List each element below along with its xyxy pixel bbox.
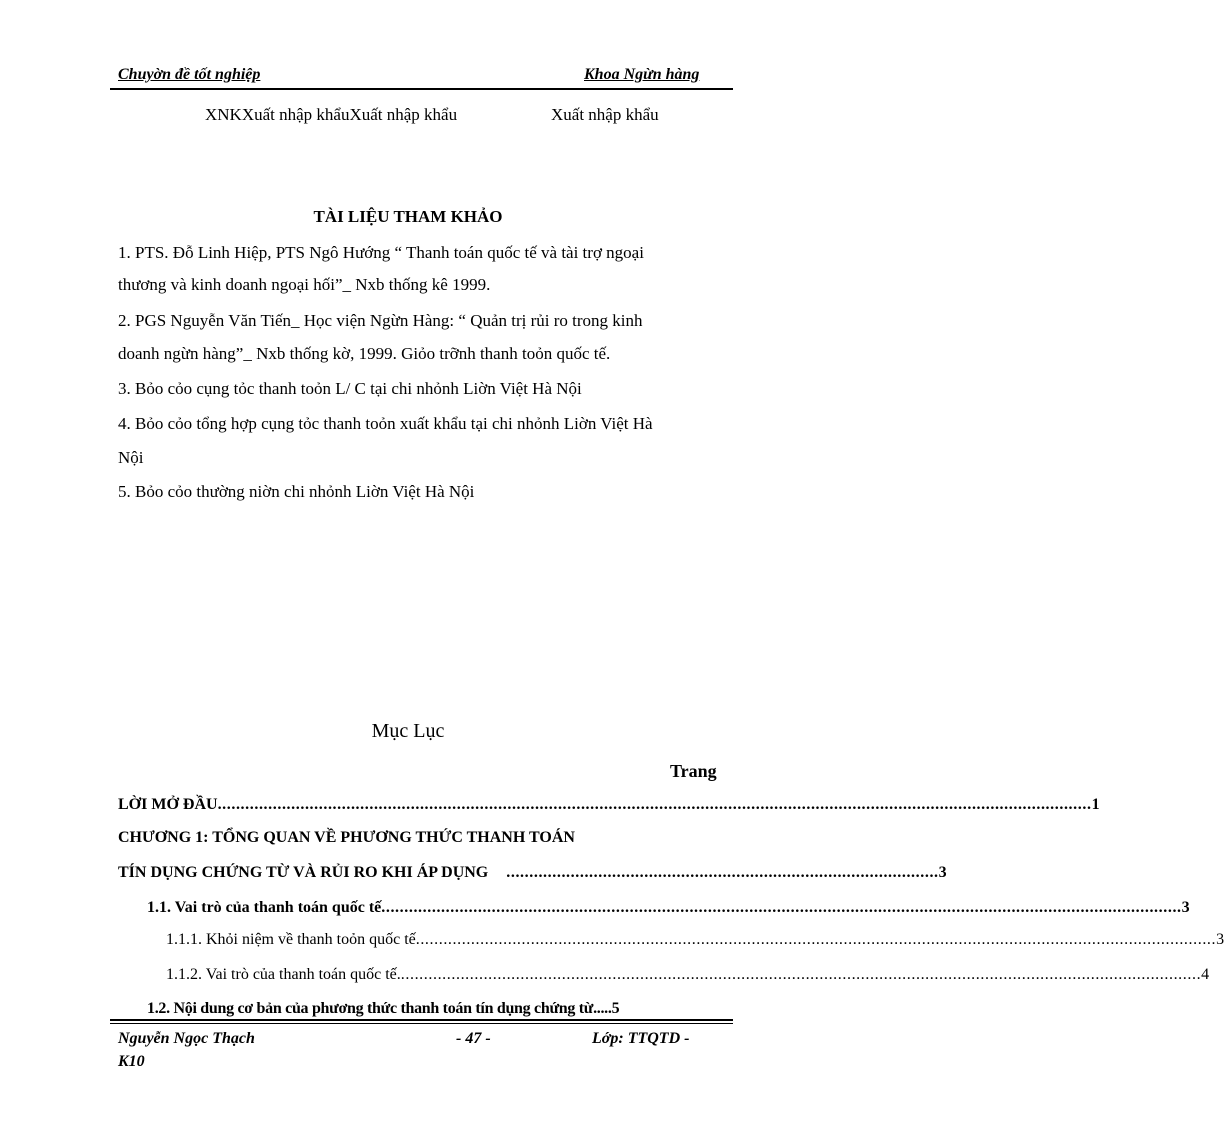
toc-entry-page: 3	[1181, 899, 1190, 916]
footer-divider-top	[110, 1019, 733, 1021]
reference-item-2-cont: doanh ngừn hàng”_ Nxb thống kờ, 1999. Giỏo trỡnh thanh toỏn quốc tế.	[118, 344, 611, 363]
toc-entry-text: LỜI MỞ ĐẦU	[118, 796, 218, 813]
toc-entry-page: 3	[938, 864, 947, 881]
reference-item-1: 1. PTS. Đỗ Linh Hiệp, PTS Ngô Hướng “ Thanh toán quốc tế và tài trợ ngoại	[118, 243, 644, 262]
toc-page-label: Trang	[670, 761, 717, 781]
reference-item-2: 2. PGS Nguyễn Văn Tiến_ Học viện Ngừn Hàng: “ Quản trị rủi ro trong kinh	[118, 311, 643, 330]
toc-entry-intro[interactable]	[118, 796, 1100, 814]
footer-author: Nguyễn Ngọc Thạch	[118, 1030, 255, 1047]
toc-entry-page: 5	[611, 1000, 620, 1017]
footer-class: Lớp: TTQTD -	[592, 1030, 690, 1047]
toc-title: Mục Lục	[371, 720, 445, 742]
toc-entry-text: 1.1. Vai trò của thanh toán quốc tế	[147, 899, 382, 916]
toc-leader: ..............................................................................................	[506, 864, 939, 881]
reference-item-4-cont: Nội	[118, 448, 144, 467]
toc-entry-text: 1.1.2. Vai trò của thanh toán quốc tế.	[166, 966, 401, 983]
footer-page-number: - 47 -	[456, 1030, 491, 1047]
toc-entry-1-1[interactable]	[147, 899, 1190, 917]
toc-entry-1-1-2[interactable]	[166, 966, 1210, 984]
toc-entry-1-2[interactable]	[147, 1000, 722, 1018]
toc-entry-1-1-1[interactable]	[166, 931, 1224, 949]
toc-entry-page: 4	[1201, 966, 1210, 983]
toc-entry-text: 1.2. Nội dung cơ bản của phương thức thanh toán tín dụng chứng từ.....	[147, 1000, 612, 1017]
toc-leader: ..............................................................................................................................................................................	[400, 966, 1202, 983]
abbreviation-meaning: Xuất nhập khẩu	[551, 105, 659, 124]
footer-divider-bottom	[110, 1023, 733, 1024]
toc-entry-page: 1	[1091, 796, 1100, 813]
toc-entry-page: 3	[1216, 931, 1224, 948]
references-title: TÀI LIỆU THAM KHẢO	[313, 207, 503, 226]
header-left-title: Chuyờn đề tốt nghiệp	[118, 66, 261, 83]
toc-leader: ..............................................................................................................................................................................................	[217, 796, 1092, 813]
header-right-title: Khoa Ngừn hàng	[584, 66, 700, 83]
toc-entry-text: 1.1.1. Khỏi niệm về thanh toỏn quốc tế	[166, 931, 416, 948]
reference-item-4: 4. Bỏo cỏo tổng hợp cụng tỏc thanh toỏn xuất khẩu tại chi nhỏnh Liờn Việt Hà	[118, 414, 653, 433]
reference-item-3: 3. Bỏo cỏo cụng tỏc thanh toỏn L/ C tại chi nhỏnh Liờn Việt Hà Nội	[118, 379, 582, 398]
footer-author-cohort: K10	[118, 1053, 145, 1070]
abbreviation-term: XNKXuất nhập khẩuXuất nhập khẩu	[205, 105, 458, 124]
toc-entry-text: CHƯƠNG 1: TỔNG QUAN VỀ PHƯƠNG THỨC THANH TOÁN	[118, 829, 575, 846]
toc-entry-chapter-1-line1[interactable]	[118, 829, 575, 847]
header-divider	[110, 88, 733, 90]
reference-item-1-cont: thương và kinh doanh ngoại hối”_ Nxb thống kê 1999.	[118, 275, 491, 294]
reference-item-5: 5. Bỏo cỏo thường niờn chi nhỏnh Liờn Việt Hà Nội	[118, 482, 475, 501]
toc-entry-text: TÍN DỤNG CHỨNG TỪ VÀ RỦI RO KHI ÁP DỤNG	[118, 864, 493, 881]
toc-entry-chapter-1-line2[interactable]	[118, 864, 947, 882]
toc-leader: ..............................................................................................................................................................................	[415, 931, 1217, 948]
toc-leader: ..............................................................................................................................................................................	[381, 899, 1182, 916]
